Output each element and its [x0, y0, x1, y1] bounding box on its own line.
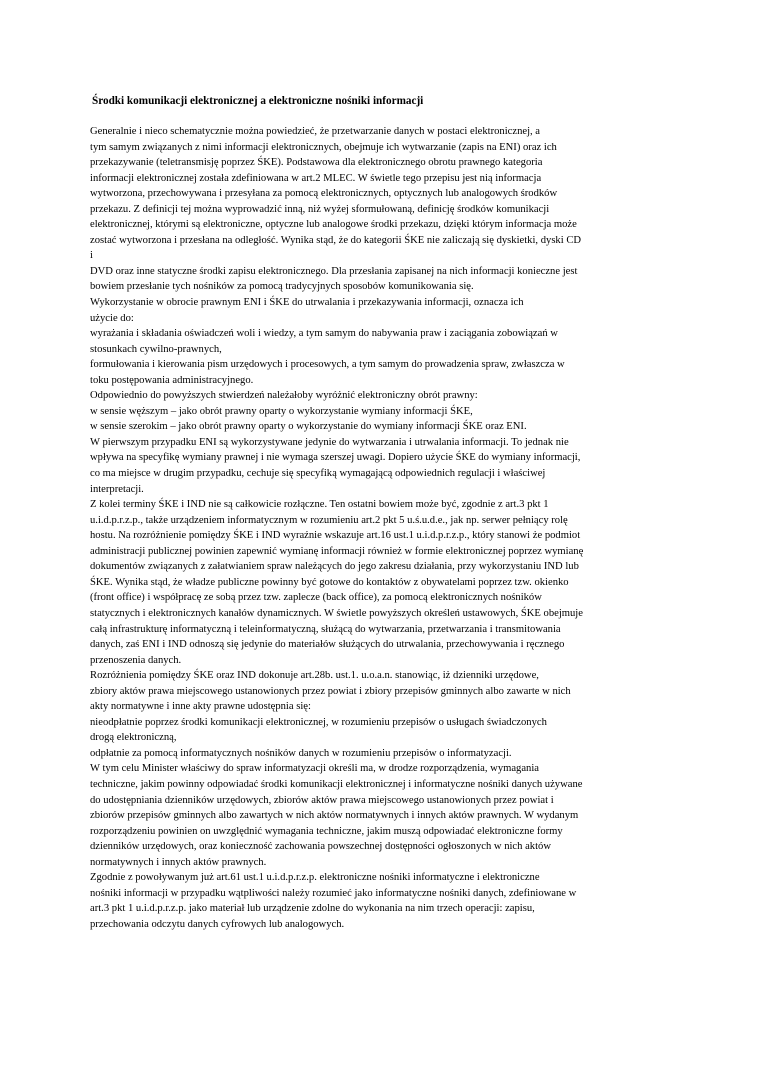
text-line: Wykorzystanie w obrocie prawnym ENI i ŚKE do utrwalania i przekazywania informacji, oznacza ich: [90, 297, 524, 309]
text-line: i: [90, 250, 93, 262]
text-line: toku postępowania administracyjnego.: [90, 374, 254, 386]
text-line: drogą elektroniczną,: [90, 732, 177, 744]
text-line: normatywnych i innych aktów prawnych.: [90, 856, 267, 868]
text-line: (front office) i współpracę ze sobą przez tzw. zaplecze (back office), za pomocą elektronicznych nośników: [90, 592, 542, 604]
text-line: nieodpłatnie poprzez środki komunikacji elektronicznej, w rozumieniu przepisów o usługach świadczonych: [90, 716, 547, 728]
text-line: w sensie węższym – jako obrót prawny oparty o wykorzystanie wymiany informacji ŚKE,: [90, 405, 473, 417]
text-line: interpretacji.: [90, 483, 144, 495]
text-line: całą infrastrukturę informatyczną i teleinformatyczną, służącą do wytwarzania, przetwarzania i transmitowania: [90, 623, 561, 635]
text-line: przekazywanie (teletransmisję poprzez ŚKE). Podstawowa dla elektronicznego obrotu prawnego kategoria: [90, 157, 543, 169]
text-line: akty normatywne i inne akty prawne udostępnia się:: [90, 701, 311, 713]
text-line: tym samym związanych z nimi informacji elektronicznych, obejmuje ich wytwarzanie (zapis na ENI) oraz ich: [90, 141, 557, 153]
text-line: W tym celu Minister właściwy do spraw informatyzacji określi ma, w drodze rozporządzenia, wymagania: [90, 763, 540, 775]
text-line: W pierwszym przypadku ENI są wykorzystywane jedynie do wytwarzania i utrwalania informacji. To jednak nie: [90, 436, 569, 448]
text-line: zbiory aktów prawa miejscowego ustanowionych przez powiat i zbiory przepisów gminnych albo zawarte w nich: [90, 685, 571, 697]
document-title: Środki komunikacji elektronicznej a elektroniczne nośniki informacji: [92, 95, 424, 107]
text-line: Rozróżnienia pomiędzy ŚKE oraz IND dokonuje art.28b. ust.1. u.o.a.n. stanowiąc, iż dzienniki urzędowe,: [90, 670, 539, 682]
text-line: hostu. Na rozróżnienie pomiędzy ŚKE i IND wyraźnie wskazuje art.16 ust.1 u.i.d.p.r.z.p., który stanowi że podmiot: [90, 530, 581, 542]
text-line: nośniki informacji w przypadku wątpliwości należy rozumieć jako informatyczne nośniki danych, zdefiniowane w: [90, 887, 577, 899]
text-line: art.3 pkt 1 u.i.d.p.r.z.p. jako materiał lub urządzenie zdolne do wykonania na nim trzech operacji: zapisu,: [90, 903, 535, 915]
text-line: wpływa na specyfikę wymiany prawnej i nie wymaga szerszej uwagi. Dopiero użycie ŚKE do wymiany informacji,: [90, 452, 581, 464]
text-line: administracji publicznej powinien zapewnić wymianę informacji również w formie elektronicznej poprzez wymianę: [90, 545, 584, 557]
text-line: przekazu. Z definicji tej można wyprowadzić inną, niż wyżej sformułowaną, definicję środków komunikacji: [90, 203, 550, 215]
text-line: co ma miejsce w drugim przypadku, cechuje się specyfiką wymagającą odpowiednich regulacji i właściwej: [90, 468, 546, 480]
text-line: u.i.d.p.r.z.p., także urządzeniem informatycznym w rozumieniu art.2 pkt 5 u.ś.u.d.e., jak np. serwer pełniący rolę: [90, 514, 568, 526]
text-line: stosunkach cywilno-prawnych,: [90, 343, 222, 355]
text-line: przechowania odczytu danych cyfrowych lub analogowych.: [90, 918, 345, 930]
text-line: danych, zaś ENI i IND odnoszą się jedynie do materiałów służących do utrwalania, przechowywania i ręcznego: [90, 639, 565, 651]
text-line: Generalnie i nieco schematycznie można powiedzieć, że przetwarzanie danych w postaci elektronicznej, a: [90, 126, 541, 137]
text-line: Odpowiednio do powyższych stwierdzeń należałoby wyróżnić elektroniczny obrót prawny:: [90, 390, 478, 402]
text-line: DVD oraz inne statyczne środki zapisu elektronicznego. Dla przesłania zapisanej na nich informacji konieczne jest: [90, 265, 578, 277]
text-line: informacji elektronicznej została zdefiniowana w art.2 MLEC. W świetle tego przepisu jest nią informacja: [90, 172, 542, 184]
text-line: przenoszenia danych.: [90, 654, 182, 666]
text-line: ŚKE. Wynika stąd, że władze publiczne powinny być gotowe do kontaktów z obywatelami poprzez tzw. okienko: [90, 576, 569, 588]
text-line: bowiem przesłanie tych nośników za pomocą tradycyjnych sposobów komunikowania się.: [90, 281, 474, 293]
text-line: techniczne, jakim powinny odpowiadać środki komunikacji elektronicznej i informatyczne nośniki danych używane: [90, 778, 583, 790]
text-line: formułowania i kierowania pism urzędowych i procesowych, a tym samym do prowadzenia spraw, zwłaszcza w: [90, 359, 565, 371]
text-line: wyrażania i składania oświadczeń woli i wiedzy, a tym samym do nabywania praw i zaciągania zobowiązań w: [90, 328, 558, 340]
text-line: rozporządzeniu powinien on uwzględnić wymagania techniczne, jakim muszą odpowiadać elektroniczne formy: [90, 825, 563, 837]
text-line: do udostępniania dzienników urzędowych, zbiorów aktów prawa miejscowego ustanowionych przez powiat i: [90, 794, 554, 806]
text-line: statycznych i elektronicznych kanałów dynamicznych. W świetle powyższych określeń ustawowych, ŚKE obejmuje: [90, 607, 583, 619]
text-line: zbiorów przepisów gminnych albo zawartych w nich aktów normatywnych i innych aktów prawnych. W wydanym: [90, 810, 579, 822]
text-line: Zgodnie z powoływanym już art.61 ust.1 u.i.d.p.r.z.p. elektroniczne nośniki informatyczne i elektroniczne: [90, 872, 540, 884]
text-line: Z kolei terminy ŚKE i IND nie są całkowicie rozłączne. Ten ostatni bowiem może być, zgodnie z art.3 pkt 1: [90, 499, 549, 511]
text-line: wytworzona, przechowywana i przesyłana za pomocą elektronicznych, optycznych lub analogowych środków: [90, 188, 558, 200]
document-body: [90, 124, 680, 932]
text-line: zostać wytworzona i przesłana na odległość. Wynika stąd, że do kategorii ŚKE nie zaliczają się dyskietki, dyski CD: [90, 234, 582, 246]
text-line: dokumentów związanych z załatwianiem spraw należących do jego zakresu działania, przy wykorzystaniu IND lub: [90, 561, 579, 573]
text-line: odpłatnie za pomocą informatycznych nośników danych w rozumieniu przepisów o informatyzacji.: [90, 747, 512, 759]
text-line: w sensie szerokim – jako obrót prawny oparty o wykorzystanie do wymiany informacji ŚKE oraz ENI.: [90, 421, 527, 433]
text-line: użycie do:: [90, 312, 134, 324]
text-line: dzienników urzędowych, oraz konieczność zachowania powszechnej dostępności ogłoszonych w nich aktów: [90, 841, 551, 853]
text-line: elektronicznej, którymi są elektroniczne, optyczne lub analogowe środki przekazu, dzięki którym informacja może: [90, 219, 577, 231]
